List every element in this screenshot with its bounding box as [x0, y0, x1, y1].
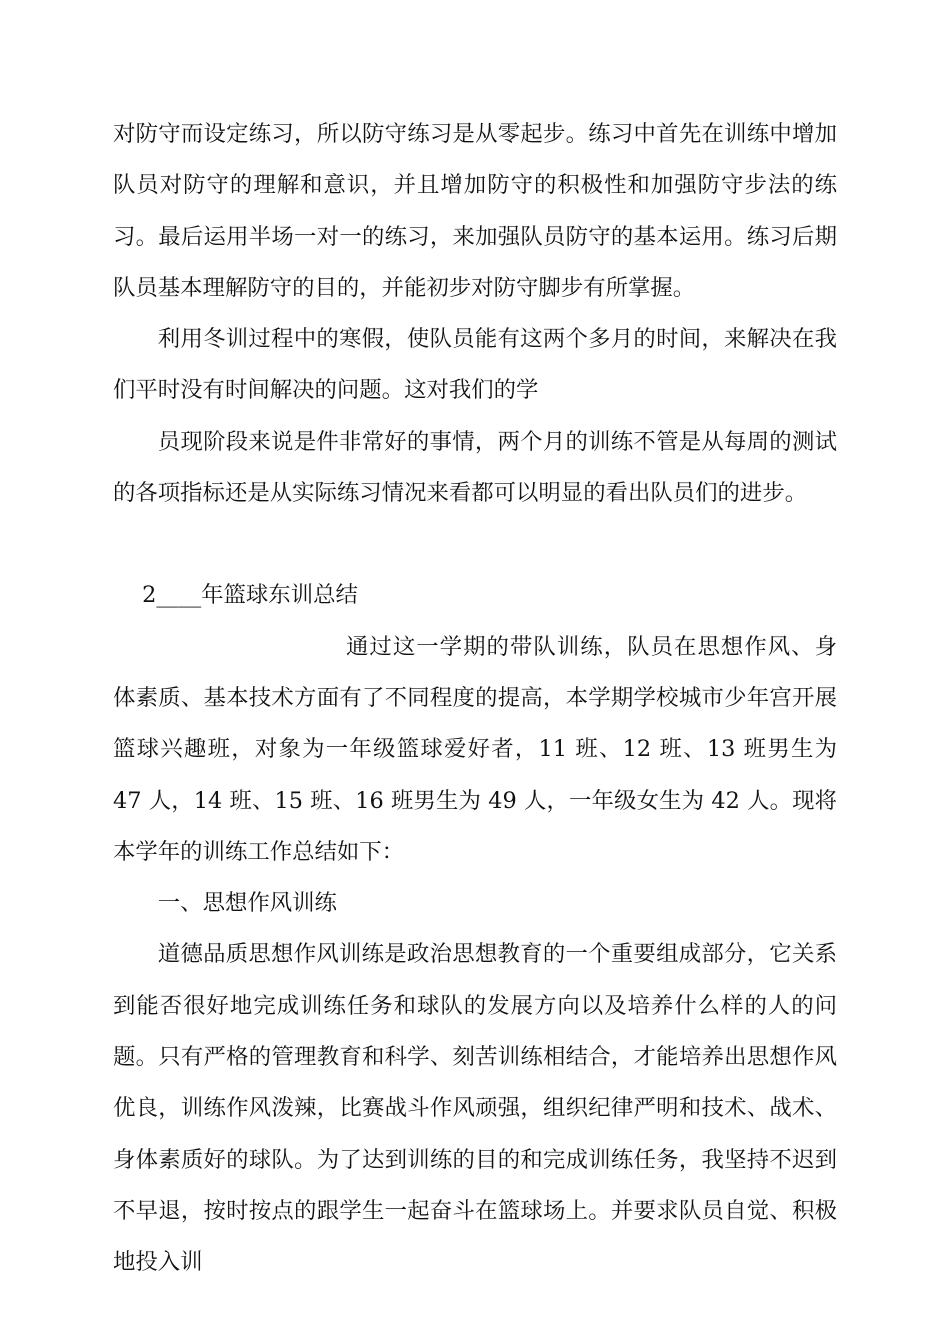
section-title: 2____年篮球东训总结	[142, 582, 358, 609]
paragraph-winter-break: 利用冬训过程中的寒假，使队员能有这两个多月的时间，来解决在我们平时没有时间解决的问题。这对我们的学	[113, 326, 837, 404]
paragraph-defense-practice: 对防守而设定练习，所以防守练习是从零起步。练习中首先在训练中增加队员对防守的理解和意识，并且增加防守的积极性和加强防守步法的练习。最后运用半场一对一的练习，来加强队员防守的基本运用。练习后期队员基本理解防守的目的，并能初步对防守脚步有所掌握。	[113, 121, 837, 301]
paragraph-progress: 员现阶段来说是件非常好的事情，两个月的训练不管是从每周的测试的各项指标还是从实际练习情况来看都可以明显的看出队员们的进步。	[113, 428, 837, 507]
document-body	[113, 109, 837, 1289]
heading-ideology-training: 一、思想作风训练	[157, 890, 337, 917]
paragraph-summary-intro: 通过这一学期的带队训练，队员在思想作风、身体素质、基本技术方面有了不同程度的提高，本学期学校城市少年宫开展篮球兴趣班，对象为一年级篮球爱好者，11 班、12 班、13 班男生为 47 人，14 班、15 班、16 班男生为 49 人，一年级女生为 42 人。现将本学年的训练工作总结如下：	[113, 633, 837, 865]
paragraph-ideology-training: 道德品质思想作风训练是政治思想教育的一个重要组成部分，它关系到能否很好地完成训练任务和球队的发展方向以及培养什么样的人的问题。只有严格的管理教育和科学、刻苦训练相结合，才能培养出思想作风优良，训练作风泼辣，比赛战斗作风顽强，组织纪律严明和技术、战术、身体素质好的球队。为了达到训练的目的和完成训练任务，我坚持不迟到不早退，按时按点的跟学生一起奋斗在篮球场上。并要求队员自觉、积极地投入训	[113, 941, 837, 1276]
